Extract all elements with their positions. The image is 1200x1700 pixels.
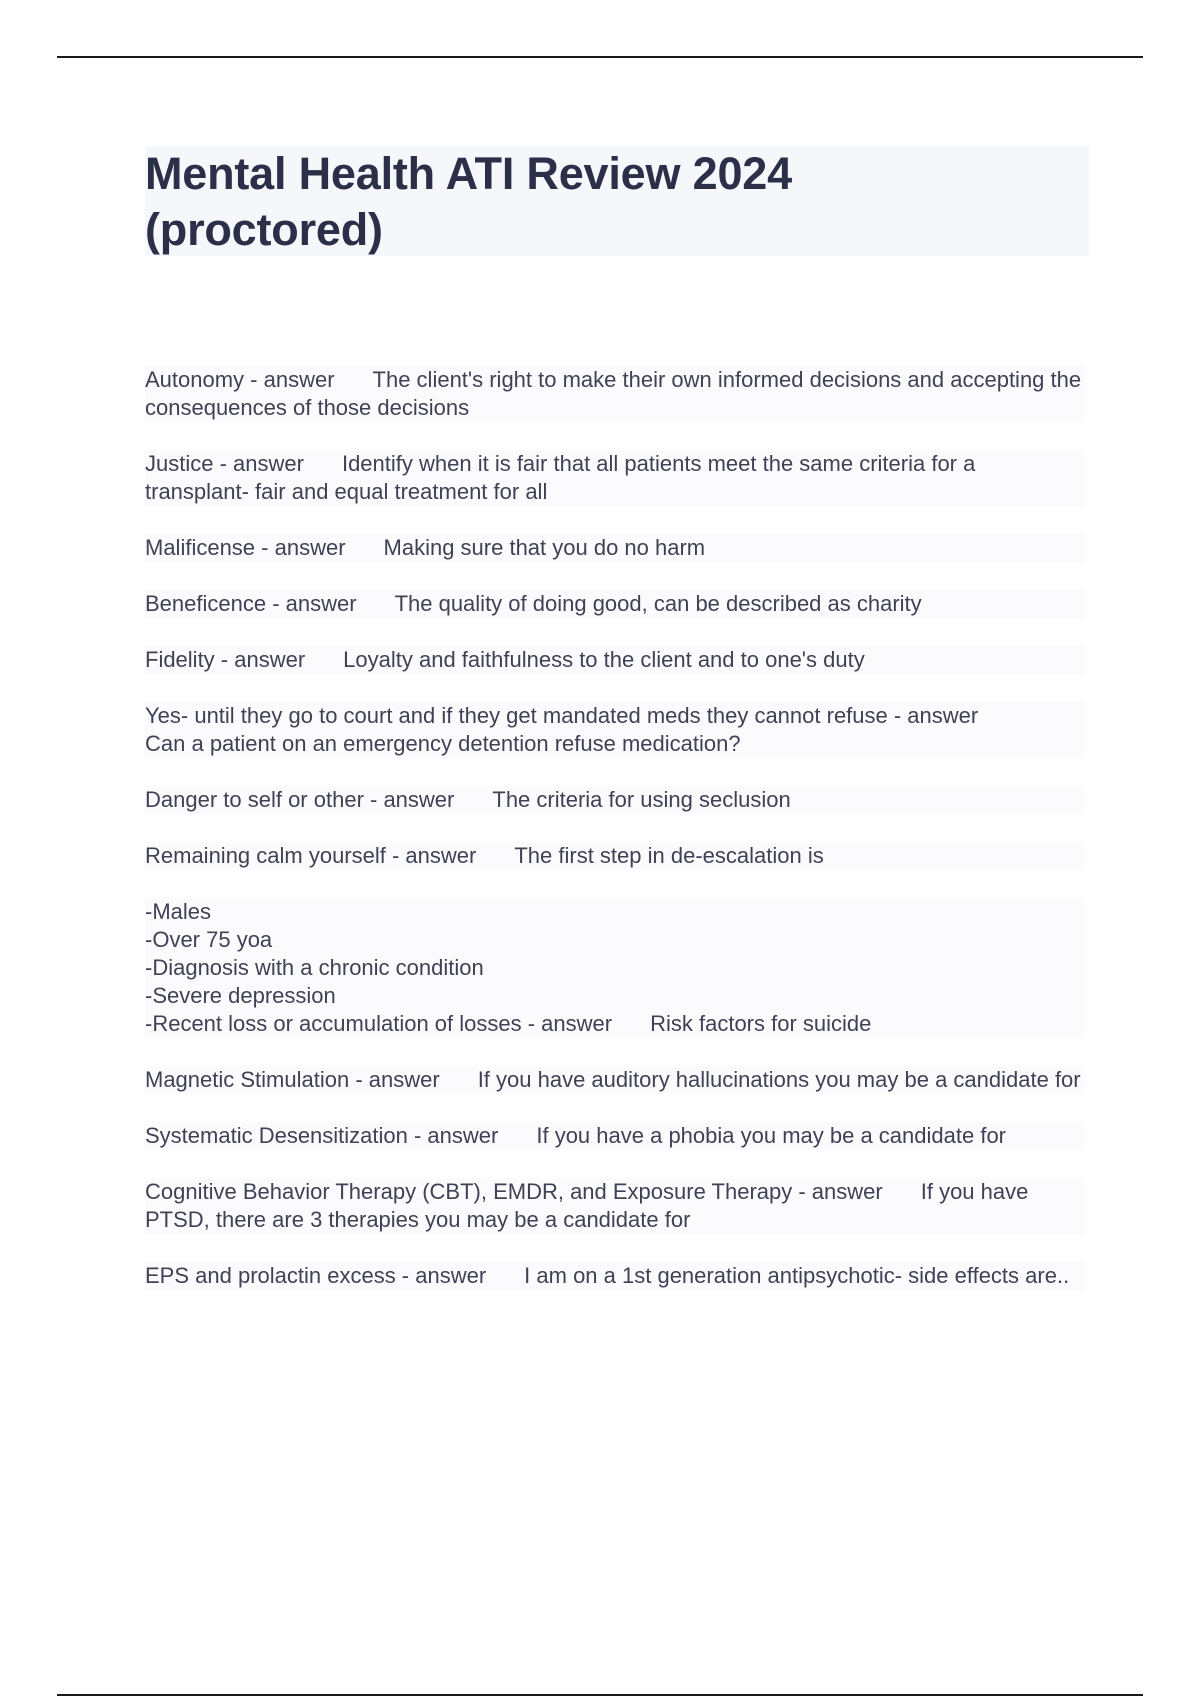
card-definition: If you have auditory hallucinations you may be a candidate for <box>477 1067 1081 1092</box>
card-term-line: -Recent loss or accumulation of losses - answer <box>145 1011 613 1036</box>
title-line-2: (proctored) <box>145 204 383 255</box>
flashcard <box>145 1122 1085 1150</box>
card-term: Yes- until they go to court and if they get mandated meds they cannot refuse - answer <box>145 703 979 728</box>
card-term-line: -Diagnosis with a chronic condition <box>145 955 484 980</box>
flashcard <box>145 842 1085 870</box>
flashcard <box>145 534 1085 562</box>
document-title <box>145 146 1089 258</box>
flashcard <box>145 1262 1085 1290</box>
title-line-1: Mental Health ATI Review 2024 <box>145 148 792 199</box>
card-term: Systematic Desensitization - answer <box>145 1123 499 1148</box>
card-definition: Can a patient on an emergency detention refuse medication? <box>145 731 741 756</box>
flashcard <box>145 898 1085 1038</box>
flashcard <box>145 786 1085 814</box>
card-definition: If you have a phobia you may be a candidate for <box>536 1123 1007 1148</box>
top-rule <box>57 56 1143 58</box>
card-term: Fidelity - answer <box>145 647 306 672</box>
card-term: Danger to self or other - answer <box>145 787 455 812</box>
flashcard <box>145 366 1085 422</box>
card-term-line: -Over 75 yoa <box>145 927 273 952</box>
flashcard <box>145 646 1085 674</box>
flashcard <box>145 450 1085 506</box>
card-term-line: -Males <box>145 899 212 924</box>
card-term: Beneficence - answer <box>145 591 357 616</box>
flashcard <box>145 702 1085 758</box>
card-definition: Identify when it is fair that all patients meet the same criteria for a transplant- fair and equal treatment for all <box>145 451 976 504</box>
card-term: Remaining calm yourself - answer <box>145 843 477 868</box>
card-definition: Loyalty and faithfulness to the client and to one's duty <box>343 647 865 672</box>
flashcard <box>145 590 1085 618</box>
card-definition: The client's right to make their own informed decisions and accepting the consequences of those decisions <box>145 367 1082 420</box>
card-definition: Risk factors for suicide <box>650 1011 872 1036</box>
card-definition: I am on a 1st generation antipsychotic- side effects are.. <box>524 1263 1070 1288</box>
card-definition: The first step in de-escalation is <box>514 843 824 868</box>
card-definition: The quality of doing good, can be described as charity <box>394 591 922 616</box>
card-term: EPS and prolactin excess - answer <box>145 1263 487 1288</box>
bottom-rule <box>57 1694 1143 1696</box>
flashcard-list <box>145 366 1085 1318</box>
card-term: Magnetic Stimulation - answer <box>145 1067 440 1092</box>
card-definition: If you have PTSD, there are 3 therapies you may be a candidate for <box>145 1179 1029 1232</box>
card-term: Justice - answer <box>145 451 304 476</box>
card-term-line: -Severe depression <box>145 983 336 1008</box>
card-term: Autonomy - answer <box>145 367 335 392</box>
flashcard <box>145 1178 1085 1234</box>
card-term: Cognitive Behavior Therapy (CBT), EMDR, and Exposure Therapy - answer <box>145 1179 883 1204</box>
flashcard <box>145 1066 1085 1094</box>
card-definition: The criteria for using seclusion <box>492 787 791 812</box>
title-block <box>145 146 1089 256</box>
card-definition: Making sure that you do no harm <box>383 535 706 560</box>
card-term: Malificense - answer <box>145 535 346 560</box>
